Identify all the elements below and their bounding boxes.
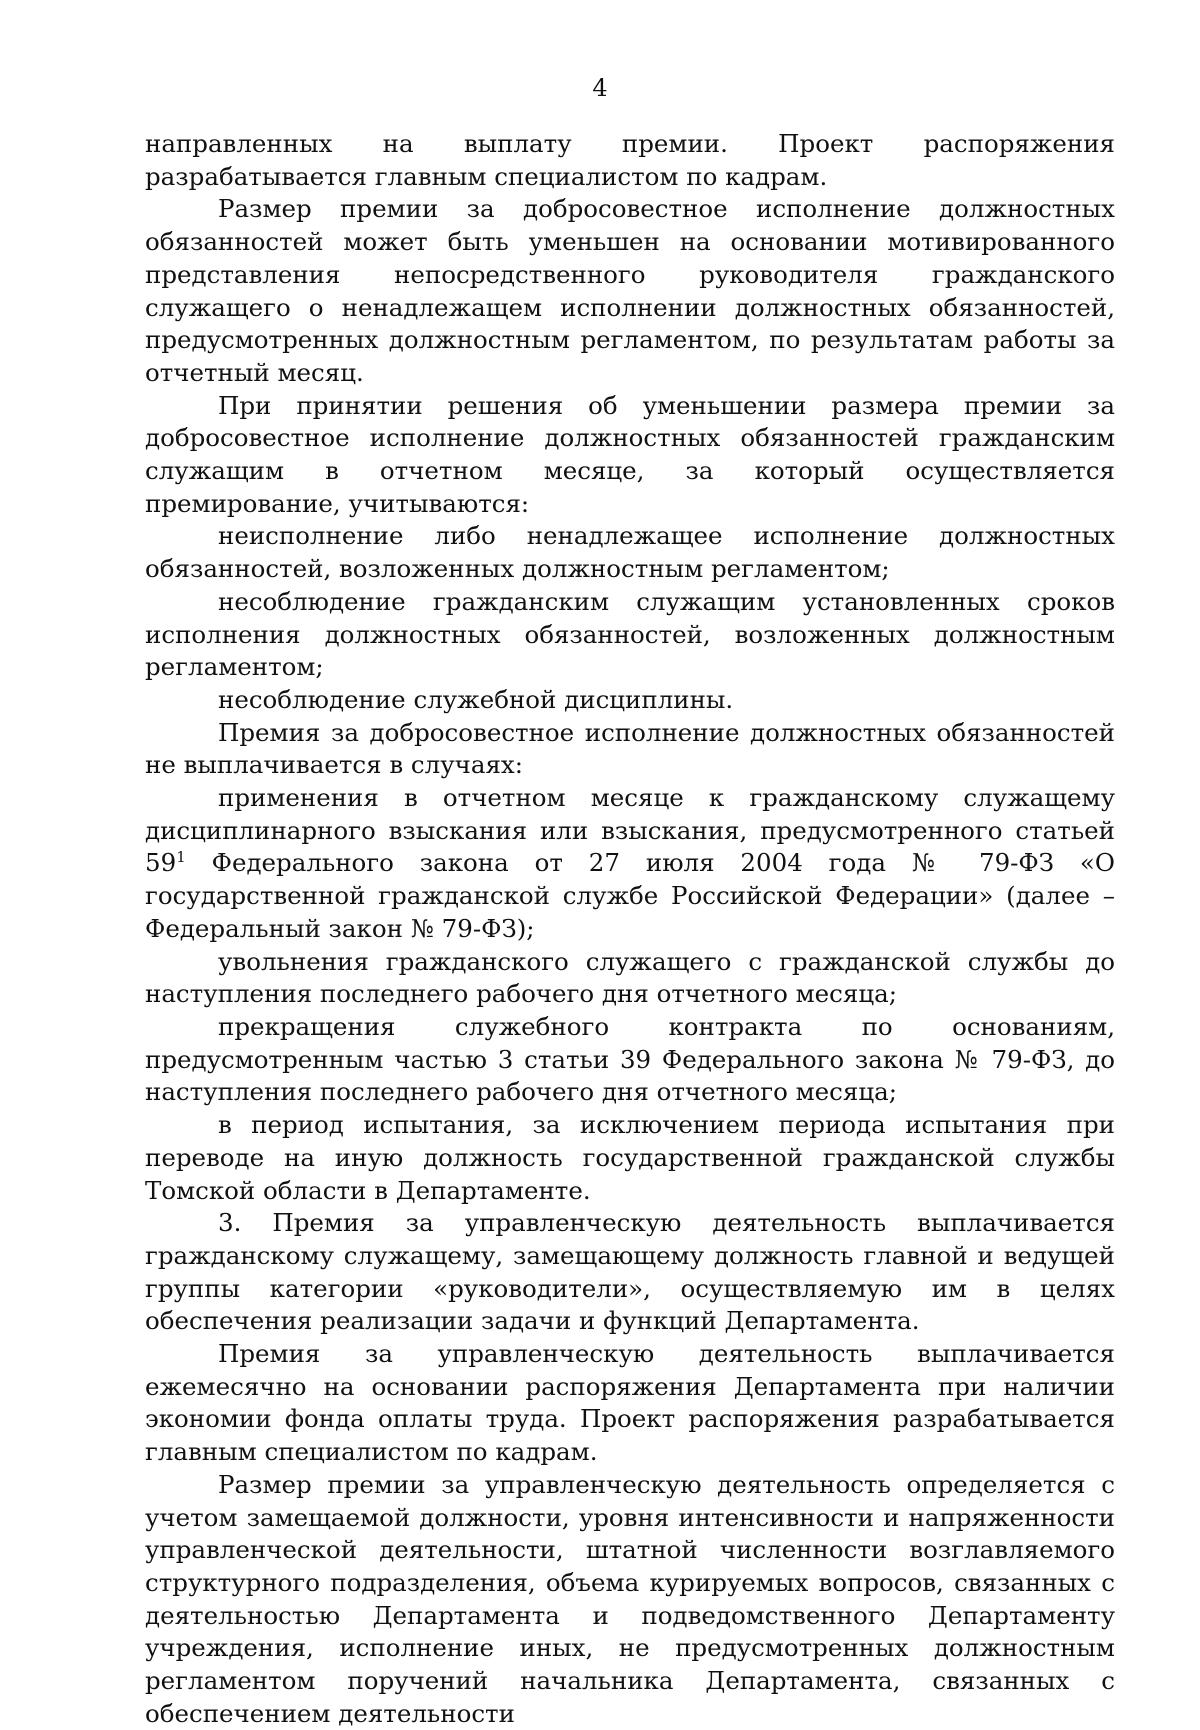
list-item: неисполнение либо ненадлежащее исполнение должностных обязанностей, возложенных должностным регламентом; [145,521,1115,584]
paragraph: направленных на выплату премии. Проект распоряжения разрабатывается главным специалистом по кадрам. [145,129,1115,191]
paragraph: Премия за управленческую деятельность выплачивается ежемесячно на основании распоряжения Департамента при наличии экономии фонда оплаты труда. Проект распоряжения разрабатывается главным специалистом по кадрам. [145,1339,1115,1467]
list-item: несоблюдение гражданским служащим установленных сроков исполнения должностных обязанностей, возложенных должностным регламентом; [145,586,1115,682]
list-item: в период испытания, за исключением периода испытания при переводе на иную должность государственной гражданской службы Томской области в Департаменте. [145,1110,1115,1205]
paragraph: Премия за добросовестное исполнение должностных обязанностей не выплачивается в случаях: [145,717,1115,780]
list-item: увольнения гражданского служащего с гражданской службы до наступления последнего рабочего дня отчетного месяца; [145,946,1115,1009]
paragraph: Размер премии за управленческую деятельность определяется с учетом замещаемой должности, уровня интенсивности и напряженности управленческой деятельности, штатной численности возглавляемого структурного подразделения, объема курируемых вопросов, связанных с деятельностью Департамента и подведомственного Департаменту учреждения, исполнение иных, не предусмотренных должностным регламентом поручений начальника Департамента, связанных с обеспечением деятельности [145,1469,1115,1728]
list-item: несоблюдение служебной дисциплины. [218,684,734,714]
superscript: 1 [176,848,186,867]
list-item-text: применения в отчетном месяце к гражданскому служащему дисциплинарного взыскания или взыскания, предусмотренного статьей 59 [145,783,1115,878]
paragraph: Размер премии за добросовестное исполнение должностных обязанностей может быть уменьшен на основании мотивированного представления непосредственного руководителя гражданского служащего о ненадлежащем исполнении должностных обязанностей, предусмотренных должностным регламентом, по результатам работы за отчетный месяц. [145,194,1115,387]
list-item [145,782,1115,946]
list-item-text: Федерального закона от 27 июля 2004 года № 79-ФЗ «О государственной гражданской службе Российской Федерации» (далее – Федеральный закон № 79-ФЗ); [145,848,1115,943]
paragraph: 3. Премия за управленческую деятельность выплачивается гражданскому служащему, замещающему должность главной и ведущей группы категории «руководители», осуществляемую им в целях обеспечения реализации задачи и функций Департамента. [145,1208,1115,1336]
paragraph: При принятии решения об уменьшении размера премии за добросовестное исполнение должностных обязанностей гражданским служащим в отчетном месяце, за который осуществляется премирование, учитываются: [145,390,1115,518]
page-number: 4 [592,74,608,102]
list-item: прекращения служебного контракта по основаниям, предусмотренным частью 3 статьи 39 Федерального закона № 79-ФЗ, до наступления последнего рабочего дня отчетного месяца; [145,1011,1115,1107]
document-body [145,128,1115,1730]
